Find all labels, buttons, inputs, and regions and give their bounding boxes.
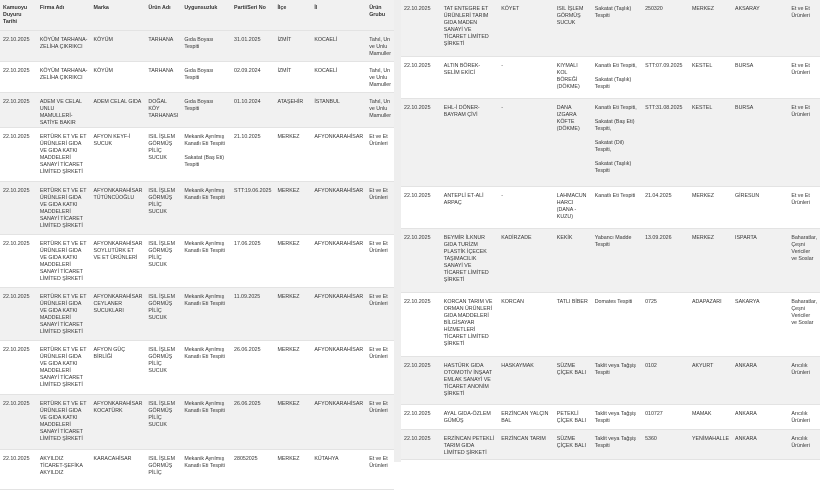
table-row <box>401 186 820 228</box>
batch-number-cell: 0102 <box>642 356 689 404</box>
province-cell: AKSARAY <box>732 0 788 56</box>
nonconformity-cell: Yabancı Madde Tespiti <box>592 228 642 292</box>
product-group-cell: Arıcılık Ürünleri <box>788 404 820 429</box>
company-name-cell: ALTIN BÖREK-SELİM EKİCİ <box>441 56 498 98</box>
column-header: Firma Adı <box>37 0 91 30</box>
district-cell: MERKEZ <box>689 186 732 228</box>
product-name-cell: DOĞAL KÖY TARHANASI <box>145 92 181 127</box>
province-cell: KÜTAHYA <box>311 449 366 489</box>
table-row <box>401 0 820 56</box>
brand-cell: KORCAN <box>498 292 554 356</box>
district-cell: MERKEZ <box>689 228 732 292</box>
nonconformity-cell: Mekanik Ayrılmış Kanatlı Eti Tespiti <box>181 394 231 449</box>
province-cell: ANKARA <box>732 404 788 429</box>
product-name-cell: TARHANA <box>145 30 181 61</box>
product-group-cell: Baharatlar, Çeşni Vericiler ve Soslar <box>788 292 820 356</box>
brand-cell: ERZİNCAN YALÇIN BAL <box>498 404 554 429</box>
district-cell: İZMİT <box>274 30 311 61</box>
nonconformity-cell: Mekanik Ayrılmış Kanatlı Eti Tespiti <box>181 234 231 287</box>
batch-number-cell: 28052025 <box>231 449 274 489</box>
product-group-cell: Et ve Et Ürünleri <box>788 56 820 98</box>
district-cell: MERKEZ <box>274 449 311 489</box>
nonconformity-cell: Kanatlı Eti Tespiti <box>592 186 642 228</box>
product-group-cell: Tahıl, Un ve Unlu Mamuller <box>366 92 394 127</box>
brand-cell: AFYON GÜÇ BİRLİĞİ <box>91 340 146 394</box>
announcement-date-cell: 22.10.2025 <box>0 340 37 394</box>
product-name-cell: ISIL İŞLEM GÖRMÜŞ PİLİÇ SUCUK <box>145 127 181 181</box>
brand-cell: KÖYÜM <box>91 30 146 61</box>
province-cell: ANKARA <box>732 356 788 404</box>
announcement-date-cell: 22.10.2025 <box>0 61 37 92</box>
district-cell: MERKEZ <box>689 0 732 56</box>
announcement-date-cell: 22.10.2025 <box>401 56 441 98</box>
province-cell: AFYONKARAHİSAR <box>311 394 366 449</box>
table-row <box>0 61 394 92</box>
brand-cell: - <box>498 56 554 98</box>
district-cell: KESTEL <box>689 98 732 186</box>
batch-number-cell: STT:31.08.2025 <box>642 98 689 186</box>
brand-cell: AFYONKARAHİSAR SOYLUTÜRK ET VE ET ÜRÜNLERİ <box>91 234 146 287</box>
batch-number-cell: 26.06.2025 <box>231 340 274 394</box>
province-cell: KOCAELİ <box>311 61 366 92</box>
table-row <box>0 127 394 181</box>
announcement-date-cell: 22.10.2025 <box>401 356 441 404</box>
batch-number-cell: 21.04.2025 <box>642 186 689 228</box>
announcement-date-cell: 22.10.2025 <box>0 127 37 181</box>
product-name-cell: ISIL İŞLEM GÖRMÜŞ PİLİÇ SUCUK <box>145 287 181 340</box>
column-header: Kamuoyu Duyuru Tarihi <box>0 0 37 30</box>
table-row <box>401 356 820 404</box>
table-row <box>0 30 394 61</box>
table-row <box>0 394 394 449</box>
column-header: İlçe <box>274 0 311 30</box>
district-cell: KESTEL <box>689 56 732 98</box>
brand-cell: AFYONKARAHİSAR TÜTÜNCÜOĞLU <box>91 181 146 234</box>
product-group-cell: Et ve Et Ürünleri <box>366 234 394 287</box>
brand-cell: AFYONKARAHİSAR CEYLANER SUCUKLARI <box>91 287 146 340</box>
district-cell: AKYURT <box>689 356 732 404</box>
product-name-cell: SÜZME ÇİÇEK BALI <box>554 429 592 459</box>
nonconformity-cell: Gıda Boyası Tespiti <box>181 30 231 61</box>
company-name-cell: AYAL GIDA-ÖZLEM GÜMÜŞ <box>441 404 498 429</box>
province-cell: AFYONKARAHİSAR <box>311 340 366 394</box>
brand-cell: AFYON KEYF-İ SUCUK <box>91 127 146 181</box>
district-cell: ATAŞEHİR <box>274 92 311 127</box>
district-cell: MAMAK <box>689 404 732 429</box>
announcement-date-cell: 22.10.2025 <box>0 30 37 61</box>
announcement-date-cell: 22.10.2025 <box>401 186 441 228</box>
table-row <box>401 292 820 356</box>
recall-table-right <box>401 0 820 460</box>
company-name-cell: AKYILDIZ TİCARET-ŞEFİKA AKYILDIZ <box>37 449 91 489</box>
batch-number-cell: 250320 <box>642 0 689 56</box>
province-cell: AFYONKARAHİSAR <box>311 181 366 234</box>
company-name-cell: EHL-İ DÖNER-BAYRAM ÇİVİ <box>441 98 498 186</box>
table-header-row <box>0 0 394 30</box>
table-row <box>0 234 394 287</box>
district-cell: MERKEZ <box>274 234 311 287</box>
column-header: Ürün Grubu <box>366 0 394 30</box>
product-group-cell: Et ve Et Ürünleri <box>366 394 394 449</box>
nonconformity-cell: Mekanik Ayrılmış Kanatlı Eti Tespiti <box>181 287 231 340</box>
company-name-cell: ERTÜRK ET VE ET ÜRÜNLERİ GIDA VE GIDA KATKI MADDELERİ SANAYİ TİCARET LİMİTED ŞİRKETİ <box>37 287 91 340</box>
batch-number-cell: 11.09.2025 <box>231 287 274 340</box>
product-name-cell: ISIL İŞLEM GÖRMÜŞ PİLİÇ <box>145 449 181 489</box>
product-group-cell: Et ve Et Ürünleri <box>788 186 820 228</box>
nonconformity-cell: Gıda Boyası Tespiti <box>181 92 231 127</box>
product-group-cell: Et ve Et Ürünleri <box>366 287 394 340</box>
batch-number-cell: STT:19.06.2025 <box>231 181 274 234</box>
batch-number-cell: 21.10.2025 <box>231 127 274 181</box>
table-row <box>0 287 394 340</box>
column-header: İl <box>311 0 366 30</box>
batch-number-cell: STT:07.09.2025 <box>642 56 689 98</box>
brand-cell: HASKAYMAK <box>498 356 554 404</box>
district-cell: MERKEZ <box>274 340 311 394</box>
province-cell: BURSA <box>732 56 788 98</box>
announcement-date-cell: 22.10.2025 <box>0 449 37 489</box>
product-name-cell: KEKİK <box>554 228 592 292</box>
province-cell: KOCAELİ <box>311 30 366 61</box>
table-row <box>401 98 820 186</box>
product-group-cell: Arıcılık Ürünleri <box>788 356 820 404</box>
batch-number-cell: 31.01.2025 <box>231 30 274 61</box>
brand-cell: KARACAHİSAR <box>91 449 146 489</box>
province-cell: AFYONKARAHİSAR <box>311 127 366 181</box>
nonconformity-cell: Mekanik Ayrılmış Kanatlı Eti Tespiti <box>181 449 231 489</box>
product-name-cell: ISIL İŞLEM GÖRMÜŞ PİLİÇ SUCUK <box>145 394 181 449</box>
announcement-date-cell: 22.10.2025 <box>0 181 37 234</box>
province-cell: BURSA <box>732 98 788 186</box>
nonconformity-cell: Kanatlı Eti Tespiti, Sakatat (Taşlık) Tespiti <box>592 56 642 98</box>
product-name-cell: PETEKLİ ÇİÇEK BALI <box>554 404 592 429</box>
company-name-cell: KÖYÜM TARHANA-ZELİHA ÇIKRIKCI <box>37 30 91 61</box>
nonconformity-cell: Sakatat (Taşlık) Tespiti <box>592 0 642 56</box>
district-cell: ADAPAZARI <box>689 292 732 356</box>
table-row <box>0 340 394 394</box>
column-header: Uygunsuzluk <box>181 0 231 30</box>
announcement-date-cell: 22.10.2025 <box>401 292 441 356</box>
product-name-cell: ISIL İŞLEM GÖRMÜŞ PİLİÇ SUCUK <box>145 340 181 394</box>
brand-cell: KADİRZADE <box>498 228 554 292</box>
company-name-cell: ANTEPLİ ET-ALİ ARPAÇ <box>441 186 498 228</box>
announcement-date-cell: 22.10.2025 <box>401 98 441 186</box>
nonconformity-cell: Gıda Boyası Tespiti <box>181 61 231 92</box>
province-cell: AFYONKARAHİSAR <box>311 287 366 340</box>
product-group-cell: Et ve Et Ürünleri <box>788 98 820 186</box>
brand-cell: AFYONKARAHİSAR KOCATÜRK <box>91 394 146 449</box>
column-header: Parti/Seri No <box>231 0 274 30</box>
product-name-cell: ISIL İŞLEM GÖRMÜŞ PİLİÇ SUCUK <box>145 234 181 287</box>
brand-cell: KÖYET <box>498 0 554 56</box>
nonconformity-cell: Kanatlı Eti Tespiti, Sakatat (Baş Eti) Tespiti, Sakatat (Dil) Tespiti, Sakatat (Taşlık) Tespiti <box>592 98 642 186</box>
product-group-cell: Et ve Et Ürünleri <box>366 449 394 489</box>
batch-number-cell: 0725 <box>642 292 689 356</box>
nonconformity-cell: Mekanik Ayrılmış Kanatlı Eti Tespiti <box>181 181 231 234</box>
announcement-date-cell: 22.10.2025 <box>401 429 441 459</box>
product-name-cell: TATLI BİBER <box>554 292 592 356</box>
table-row <box>401 404 820 429</box>
province-cell: ISPARTA <box>732 228 788 292</box>
announcement-date-cell: 22.10.2025 <box>0 287 37 340</box>
nonconformity-cell: Mekanik Ayrılmış Kanatlı Eti Tespiti <box>181 340 231 394</box>
nonconformity-cell: Taklit veya Tağşiş Tespiti <box>592 404 642 429</box>
product-group-cell: Arıcılık Ürünleri <box>788 429 820 459</box>
left-recall-table-panel <box>0 0 394 477</box>
nonconformity-cell: Taklit veya Tağşiş Tespiti <box>592 429 642 459</box>
brand-cell: ADEM CELAL GIDA <box>91 92 146 127</box>
company-name-cell: ERTÜRK ET VE ET ÜRÜNLERİ GIDA VE GIDA KATKI MADDELERİ SANAYİ TİCARET LİMİTED ŞİRKETİ <box>37 127 91 181</box>
company-name-cell: ERZİNCAN PETEKLİ TARIM GIDA LİMİTED ŞİRKETİ <box>441 429 498 459</box>
column-header: Marka <box>91 0 146 30</box>
batch-number-cell: 17.06.2025 <box>231 234 274 287</box>
company-name-cell: ERTÜRK ET VE ET ÜRÜNLERİ GIDA VE GIDA KATKI MADDELERİ SANAYİ TİCARET LİMİTED ŞİRKETİ <box>37 181 91 234</box>
announcement-date-cell: 22.10.2025 <box>401 0 441 56</box>
company-name-cell: ERTÜRK ET VE ET ÜRÜNLERİ GIDA VE GIDA KATKI MADDELERİ SANAYİ TİCARET LİMİTED ŞİRKETİ <box>37 340 91 394</box>
nonconformity-cell: Mekanik Ayrılmış Kanatlı Eti Tespiti Sakatat (Baş Eti) Tespiti <box>181 127 231 181</box>
district-cell: İZMİT <box>274 61 311 92</box>
product-group-cell: Et ve Et Ürünleri <box>366 340 394 394</box>
table-row <box>0 181 394 234</box>
company-name-cell: KÖYÜM TARHANA-ZELİHA ÇIKRIKCI <box>37 61 91 92</box>
province-cell: GİRESUN <box>732 186 788 228</box>
nonconformity-cell: Taklit veya Tağşiş Tespiti <box>592 356 642 404</box>
table-row <box>0 449 394 489</box>
company-name-cell: ERTÜRK ET VE ET ÜRÜNLERİ GIDA VE GIDA KATKI MADDELERİ SANAYİ TİCARET LİMİTED ŞİRKETİ <box>37 234 91 287</box>
district-cell: MERKEZ <box>274 287 311 340</box>
batch-number-cell: 010727 <box>642 404 689 429</box>
batch-number-cell: 01.10.2024 <box>231 92 274 127</box>
product-name-cell: ISIL İŞLEM GÖRMÜŞ PİLİÇ SUCUK <box>145 181 181 234</box>
province-cell: İSTANBUL <box>311 92 366 127</box>
company-name-cell: ERTÜRK ET VE ET ÜRÜNLERİ GIDA VE GIDA KATKI MADDELERİ SANAYİ TİCARET LİMİTED ŞİRKETİ <box>37 394 91 449</box>
product-name-cell: SÜZME ÇİÇEK BALI <box>554 356 592 404</box>
brand-cell: KÖYÜM <box>91 61 146 92</box>
brand-cell: ERZİNCAN TARIM <box>498 429 554 459</box>
product-group-cell: Baharatlar, Çeşni Vericiler ve Soslar <box>788 228 820 292</box>
announcement-date-cell: 22.10.2025 <box>0 92 37 127</box>
company-name-cell: BEYMİR İLKNUR GIDA TURİZM PLASTİK İÇECEK TAŞIMACILIK SANAYİ VE TİCARET LİMİTED ŞİRKETİ <box>441 228 498 292</box>
right-recall-table-panel <box>401 0 820 462</box>
batch-number-cell: 02.09.2024 <box>231 61 274 92</box>
product-name-cell: KIYMALI KOL BÖREĞİ (DÖKME) <box>554 56 592 98</box>
company-name-cell: KORCAN TARIM VE ORMAN ÜRÜNLERİ GIDA MADDELERİ BİLGİSAYAR HİZMETLERİ TİCARET LİMİTED ŞİRKETİ <box>441 292 498 356</box>
product-name-cell: DANA IZGARA KÖFTE (DÖKME) <box>554 98 592 186</box>
table-row <box>0 92 394 127</box>
batch-number-cell: 26.06.2025 <box>231 394 274 449</box>
product-group-cell: Et ve Et Ürünleri <box>788 0 820 56</box>
district-cell: MERKEZ <box>274 127 311 181</box>
district-cell: MERKEZ <box>274 181 311 234</box>
brand-cell: - <box>498 98 554 186</box>
announcement-date-cell: 22.10.2025 <box>0 394 37 449</box>
recall-table-left <box>0 0 394 490</box>
batch-number-cell: 5360 <box>642 429 689 459</box>
district-cell: MERKEZ <box>274 394 311 449</box>
announcement-date-cell: 22.10.2025 <box>0 234 37 287</box>
province-cell: SAKARYA <box>732 292 788 356</box>
brand-cell: - <box>498 186 554 228</box>
product-name-cell: LAHMACUN HARCI (DANA - KUZU) <box>554 186 592 228</box>
table-row <box>401 228 820 292</box>
column-header: Ürün Adı <box>145 0 181 30</box>
product-group-cell: Tahıl, Un ve Unlu Mamuller <box>366 61 394 92</box>
company-name-cell: TAT ENTEGRE ET ÜRÜNLERİ TARIM GIDA MADEN SANAYİ VE TİCARET LİMİTED ŞİRKETİ <box>441 0 498 56</box>
nonconformity-cell: Domates Tespiti <box>592 292 642 356</box>
panel-divider <box>394 0 401 462</box>
table-row <box>401 429 820 459</box>
district-cell: YENİMAHALLE <box>689 429 732 459</box>
product-group-cell: Tahıl, Un ve Unlu Mamuller <box>366 30 394 61</box>
product-group-cell: Et ve Et Ürünleri <box>366 127 394 181</box>
batch-number-cell: 13.09.2026 <box>642 228 689 292</box>
company-name-cell: HASTÜRK GIDA OTOMOTİV İNŞAAT EMLAK SANAYİ VE TİCARET ANONİM ŞİRKETİ <box>441 356 498 404</box>
province-cell: AFYONKARAHİSAR <box>311 234 366 287</box>
announcement-date-cell: 22.10.2025 <box>401 228 441 292</box>
company-name-cell: ADEM VE CELAL UNLU MAMULLERİ-SATİYE BAKIR <box>37 92 91 127</box>
table-row <box>401 56 820 98</box>
product-group-cell: Et ve Et Ürünleri <box>366 181 394 234</box>
announcement-date-cell: 22.10.2025 <box>401 404 441 429</box>
product-name-cell: ISIL İŞLEM GÖRMÜŞ SUCUK <box>554 0 592 56</box>
province-cell: ANKARA <box>732 429 788 459</box>
product-name-cell: TARHANA <box>145 61 181 92</box>
